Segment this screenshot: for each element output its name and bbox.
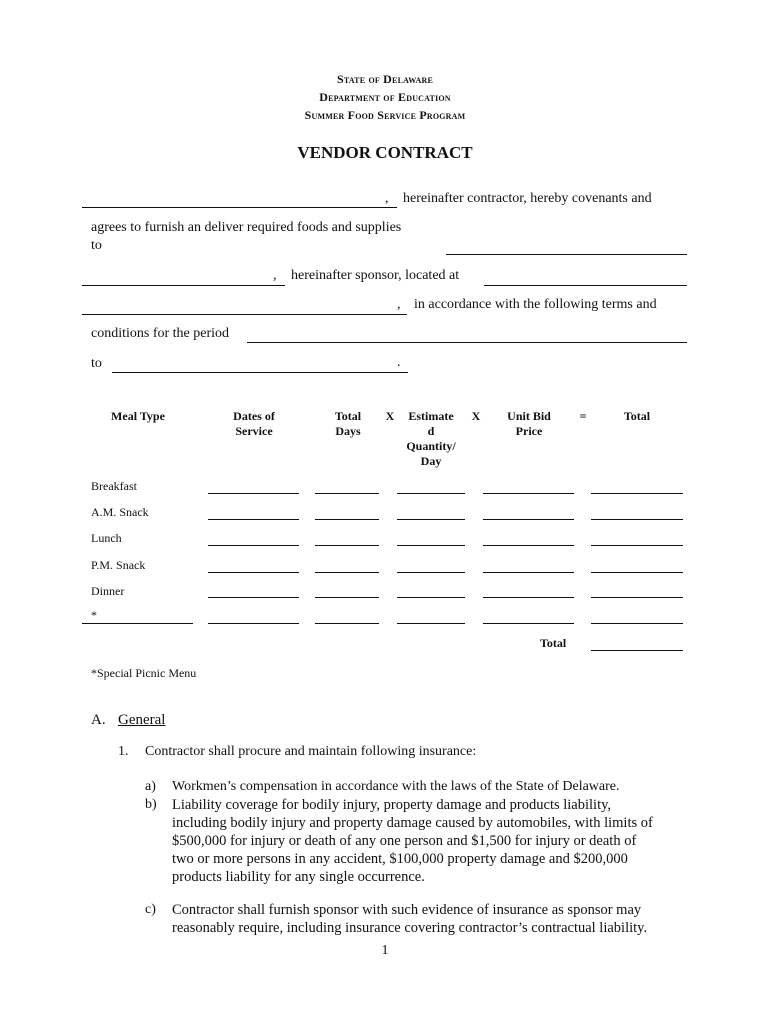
intro-text-to: to xyxy=(91,238,102,253)
intro-text-period: conditions for the period xyxy=(91,326,230,341)
cell-blank[interactable] xyxy=(397,519,465,520)
contractor-name-blank[interactable] xyxy=(82,207,397,208)
cell-blank[interactable] xyxy=(483,545,574,546)
col-header-dates: Dates of Service xyxy=(233,409,275,438)
row-label-special: * xyxy=(91,608,97,622)
cell-blank[interactable] xyxy=(315,572,379,573)
cell-blank[interactable] xyxy=(315,623,379,624)
cell-blank[interactable] xyxy=(483,493,574,494)
row-label-pm-snack: P.M. Snack xyxy=(91,558,146,572)
special-menu-name-blank[interactable] xyxy=(82,623,193,624)
cell-blank[interactable] xyxy=(397,493,465,494)
section-a-letter: A. xyxy=(91,712,106,728)
intro-text-sponsor: hereinafter sponsor, located at xyxy=(291,268,460,283)
intro-text-terms: in accordance with the following terms and xyxy=(414,297,657,312)
col-header-x2: X xyxy=(471,409,481,423)
cell-blank[interactable] xyxy=(208,623,299,624)
cell-blank[interactable] xyxy=(591,572,683,573)
cell-blank[interactable] xyxy=(315,519,379,520)
cell-blank[interactable] xyxy=(208,572,299,573)
row-label-lunch: Lunch xyxy=(91,531,122,545)
sub-b-line: products liability for any single occurrence. xyxy=(172,869,425,885)
intro-comma-1: , xyxy=(385,191,389,206)
document-title: VENDOR CONTRACT xyxy=(297,143,473,162)
intro-text-to-2: to xyxy=(91,356,102,371)
sub-b-line: Liability coverage for bodily injury, property damage and products liability, xyxy=(172,797,612,813)
cell-blank[interactable] xyxy=(483,623,574,624)
col-header-unit-bid: Unit Bid Price xyxy=(507,409,551,438)
sub-b-text xyxy=(172,796,653,886)
cell-blank[interactable] xyxy=(591,545,683,546)
sub-b-label: b) xyxy=(145,797,157,812)
cell-blank[interactable] xyxy=(591,493,683,494)
cell-blank[interactable] xyxy=(591,623,683,624)
sponsor-location-blank[interactable] xyxy=(484,285,687,286)
col-header-x1: X xyxy=(385,409,395,423)
header-state: State of Delaware xyxy=(336,72,433,86)
item-1-number: 1. xyxy=(118,744,129,759)
cell-blank[interactable] xyxy=(483,572,574,573)
sub-a-text: Workmen’s compensation in accordance with the laws of the State of Delaware. xyxy=(172,779,620,794)
sub-b-line: $500,000 for injury or death of any one person and $1,500 for injury or death of xyxy=(172,833,637,849)
location-continued-blank[interactable] xyxy=(82,314,407,315)
col-header-total-days: Total Days xyxy=(334,409,362,438)
cell-blank[interactable] xyxy=(397,597,465,598)
intro-comma-2: , xyxy=(273,268,277,283)
cell-blank[interactable] xyxy=(315,597,379,598)
deliver-to-blank[interactable] xyxy=(446,254,687,255)
row-label-breakfast: Breakfast xyxy=(91,479,137,493)
col-header-equals: = xyxy=(579,409,587,423)
col-header-meal-type: Meal Type xyxy=(111,409,165,423)
sub-c-line: reasonably require, including insurance covering contractor’s contractual liability. xyxy=(172,920,648,936)
cell-blank[interactable] xyxy=(397,572,465,573)
cell-blank[interactable] xyxy=(397,545,465,546)
cell-blank[interactable] xyxy=(483,519,574,520)
cell-blank[interactable] xyxy=(591,519,683,520)
grand-total-blank[interactable] xyxy=(591,650,683,651)
cell-blank[interactable] xyxy=(591,597,683,598)
sub-c-text xyxy=(172,901,647,937)
sub-c-line: Contractor shall furnish sponsor with such evidence of insurance as sponsor may xyxy=(172,902,642,918)
header-program: Summer Food Service Program xyxy=(304,108,466,122)
cell-blank[interactable] xyxy=(483,597,574,598)
cell-blank[interactable] xyxy=(208,545,299,546)
intro-text-agrees: agrees to furnish an deliver required foods and supplies xyxy=(91,220,402,235)
row-label-am-snack: A.M. Snack xyxy=(91,505,149,519)
intro-comma-3: , xyxy=(397,297,401,312)
cell-blank[interactable] xyxy=(208,597,299,598)
col-header-total: Total xyxy=(623,409,651,423)
sub-b-line: two or more persons in any accident, $100,000 property damage and $200,000 xyxy=(172,851,628,867)
cell-blank[interactable] xyxy=(315,545,379,546)
page-number: 1 xyxy=(381,943,389,958)
intro-text-contractor: hereinafter contractor, hereby covenants and xyxy=(403,191,652,206)
sponsor-name-blank[interactable] xyxy=(82,285,285,286)
period-end-blank[interactable] xyxy=(112,372,408,373)
section-a-title: General xyxy=(118,712,166,728)
cell-blank[interactable] xyxy=(315,493,379,494)
header-department: Department of Education xyxy=(319,90,451,104)
row-label-dinner: Dinner xyxy=(91,584,125,598)
total-label: Total xyxy=(540,636,567,650)
intro-period-mark: . xyxy=(397,355,401,370)
cell-blank[interactable] xyxy=(208,519,299,520)
col-header-estimated: Estimate d Quantity/ Day xyxy=(406,409,456,468)
footnote-special-picnic: *Special Picnic Menu xyxy=(91,666,197,680)
sub-b-line: including bodily injury and property damage caused by automobiles, with limits of xyxy=(172,815,653,831)
cell-blank[interactable] xyxy=(208,493,299,494)
cell-blank[interactable] xyxy=(397,623,465,624)
period-start-blank[interactable] xyxy=(247,342,687,343)
sub-a-label: a) xyxy=(145,779,156,794)
item-1-text: Contractor shall procure and maintain following insurance: xyxy=(145,744,477,759)
sub-c-label: c) xyxy=(145,902,156,917)
